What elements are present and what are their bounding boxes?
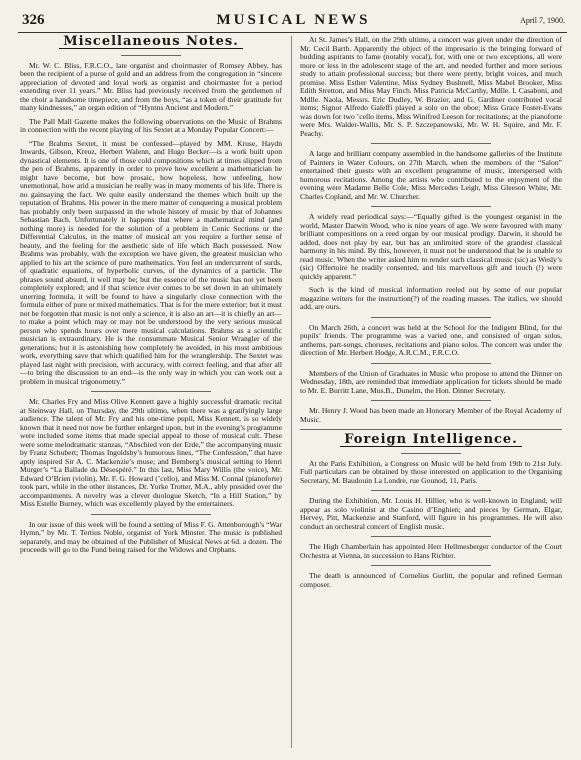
paragraph: A large and brilliant company assembled in the handsome galleries of the Institute of Painters in Water Colours, on 27th March, when the members of the “Salon” entertained their guests with an excellent programme of music, interspersed with humorous recitations. Among the artists who contributed to the enjoyment of the evening were Madame Belle Cole, Miss Mercedes Leigh, Miss Gleeson White, Mr. Charles Copland, and Mr. W. Churcher.	[300, 149, 562, 201]
paragraph-rule	[91, 391, 211, 392]
paragraph: Mr. W. C. Bliss, F.R.C.O., late organist and choirmaster of Romsey Abbey, has been the recipient of a purse of gold and an address from the congregation in “sincere appreciation of devoted and loyal work as organist and choirmaster for a period extending over 11 years.” Mr. Bliss had previously received from the gentlemen of the choir a handsome timepiece, and from the boys, “as a token of their gratitude for many kindnesses,” an organ edition of “Hymns Ancient and Modern.”	[20, 60, 282, 112]
page-header	[18, 12, 569, 28]
heading-rule	[121, 55, 181, 56]
page-number: 326	[22, 12, 45, 28]
paragraph: A widely read periodical says:—“Equally gifted is the youngest organist in the world, Master Darwin Wood, who is nine years of age. We were favoured with many brilliant compositions on a reed organ by our musical prodigy. Darwin, it should be added, does not play by ear, but has an unlimited store of the grandest classical harmony in his mind. By this, however, it must not be understood that he is unable to read music. When the writer asked him to render such classical music (sic) as Wesly’s (sic) Offertoire he readily consented, and his marvellous gift and touch (!) were quickly apparent.”	[300, 212, 562, 281]
heading-rule	[401, 453, 461, 454]
paragraph: Members of the Union of Graduates in Music who propose to attend the Dinner on Wednesday, 18th, are reminded that immediate application for tickets should be made to Mr. E. Burritt Lane, Mus.B., Dunelm, the Hon. Dinner Secretary.	[300, 368, 562, 395]
right-column	[300, 36, 562, 594]
paragraph: Mr. Charles Fry and Miss Olive Kennett gave a highly successful dramatic recital at Steinway Hall, on Thursday, the 29th ultimo, when there was a gratifyingly large audience. The talent of Mr. Fry and his one-time pupil, Miss Kennett, is so widely known that it need not now be further enlarged upon, but in the evening’s programme were included some items that made special appeal to those of musical cult. These were some melodramatic stanzas, “Abschied von der Erde,” the accompanying music by Franz Schubert; Thomas Ingoldsby’s humorous lines, “The Confession,” that have aptly inspired Sir A. C. Mackenzie’s muse; and Bemberg’s musical setting to Henri Murger’s “La Ballade du Désespéré.” In this last, Miss Mary Willis (the voice), Mr. Edward O’Brien (violin), Mr. F. G. Howard (’cello), and Miss M. Connal (pianoforte) took part, while in the other instances, Dr. Yorke Trotter, M.A., ably presided over the accompaniments. A novelty was a clever duologue Sketch, “In a Hill Station,” by Miss Estelle Burney, which was excellently played by the entertainers.	[20, 397, 282, 508]
paragraph: On March 26th, a concert was held at the School for the Indigent Blind, for the pupils’ friends. The programme was a varied one, and consisted of organ solos, anthems, part-songs, choruses, recitations and piano solos. The concert was under the direction of Mr. Herbert Hodge, A.R.C.M., F.R.C.O.	[300, 322, 562, 357]
header-rule	[18, 32, 567, 33]
journal-title: MUSICAL NEWS	[216, 12, 371, 28]
paragraph: Mr. Henry J. Wood has been made an Honorary Member of the Royal Academy of Music.	[300, 406, 562, 424]
paragraph: At St. James’s Hall, on the 29th ultimo, a concert was given under the direction of Mr. Cecil Barth. Apparently the object of the impresario is the bringing forward of budding aspirants to fame (notably vocal), for, with one or two exceptions, all were more or less in the adolescent stage of the art, and needed further and more serious study to attain professional success; but there were pretty, bright voices, and much promise. Miss Esther Valentine, Miss Sydney Bushnell, Miss Mabel Brooker, Miss Edith Stretton, and Miss May Finch. Miss Patricia McCarthy, Mdlle. I. Casaboni, and Mdlle. Naola, Messrs. Eric Dudley, W. Brazier, and G. Gardiner contributed vocal items; Signor Alfredo Galeffi played a solo on the oboe; Miss Grace Foster-Evans was down for two ’cello items, Miss Winifred Leeson for recitations; at the pianoforte were Mrs. Walder-Wallis, Mr. S. P. Szczepanowski, Mr. W. H. Squire, and Mr. F. Peachy.	[300, 35, 562, 138]
paragraph-rule	[371, 317, 491, 318]
section-heading-miscellaneous: Miscellaneous Notes.	[20, 38, 282, 49]
paragraph-rule	[371, 565, 491, 566]
paragraph: During the Exhibition, Mr. Louis H. Hillier, who is well-known in England, will appear as solo violinist at the Casino d’Enghien; and pieces by German, Elgar, Hervey, Pitt, Mackenzie and Stanford, will figure in his programmes. He will also conduct an orchestral concert of English music.	[300, 496, 562, 531]
left-column	[20, 36, 282, 560]
paragraph-rule	[371, 206, 491, 207]
paragraph-rule	[91, 514, 211, 515]
paragraph: “The Brahms Sextet, it must be confessed—played by MM. Kruse, Haydn Inwards, Gibson, Kreuz, Herbert Walenn, and Hugo Becker—is a work built upon dynastical elements. It is one of those cold compositions which at times slipped from the pen of Brahms, apparently in order to prove how excellent a mathematician he might have become, but how prosaic, how hopeless, how unfeeling, how unemotional, how arid a musician he really was in many moments of his life. There is no gainsaying the fact. We quite easily understand the themes which built up the reputation of Brahms. His power in the mere matter of conquering a musical problem has probably only been surpassed in the whole history of music by that of Johannes Sebastian Bach. Unfortunately it happens that where a mathematical mind (and nothing more) is needed for the solution of a problem in Conic Sections or the Differential Calculus, in the matter of musical art you require a further sense of beauty, and the feeling for the aesthetic side of life which Bach possessed. Now Brahms was probably, with the exception we have given, the greatest musician who applied to his art the science of pure mathematics. You feel an undercurrent of surds, of quadratic equations, of hyperbolic curves, of the dynamics of a particle. The phrases sound absurd, it well may be; but the essence of the music has not yet been completely explored; and if that science ever comes to be set down in an ultimately unerring formula, it will be found to have a singularly close connection with the formula either of pure or mixed mathematics. That is for the mere exterior; but it must not be forgotten that music is not only a science, it is also an art—it is chiefly an art—to make a point which may or may not be understood by the very serious musical person who spends hours over mere musical calculations. Brahms as a scientific musician is extraordinary. He is the consummate Musical Senior Wrangler of the generations; but it is astonishing how completely he avoided, in his most ambitious work, everything save that which qualified him for the wranglership. The Sextet was played last night with precision, with accuracy, with correct feeling, and that after all—to bring the discussion to an end—is the only way in which you can work out a problem in musical trigonometry.”	[20, 138, 282, 386]
paragraph-rule	[371, 143, 491, 144]
paragraph-rule	[371, 363, 491, 364]
issue-date: April 7, 1900.	[520, 16, 565, 25]
paragraph: Such is the kind of musical information reeled out by some of our popular magazine writers for the instruction(?) of the reading masses. The italics, we should add, are ours.	[300, 285, 562, 311]
paragraph-rule	[371, 400, 491, 401]
paragraph-rule	[371, 536, 491, 537]
paragraph: At the Paris Exhibition, a Congress on Music will be held from 19th to 21st July. Full particulars can be obtained by those interested on application to the Organising Secretary, M. Baudouin La Londre, rue Gounod, 11, Paris.	[300, 458, 562, 485]
paragraph-rule	[371, 490, 491, 491]
paragraph: The death is announced of Cornelius Gurlitt, the popular and refined German composer.	[300, 571, 562, 589]
section-heading-foreign: Foreign Intelligence.	[300, 436, 562, 447]
column-divider	[291, 36, 292, 748]
paragraph: The Pall Mall Gazette makes the following observations on the Music of Brahms in connection with the recent playing of his Sextet at a Monday Popular Concert:—	[20, 116, 282, 134]
section-rule	[300, 429, 562, 430]
paragraph: In our issue of this week will be found a setting of Miss F. G. Attenborough’s “War Hymn,” by Mr. T. Tertius Noble, organist of York Minster. The music is published separately, and may be obtained of the Publisher of Musical News at 6d. a dozen. The proceeds will go to the Fund being raised for the Widows and Orphans.	[20, 519, 282, 554]
paragraph: The High Chamberlain has appointed Herr Hellmesberger conductor of the Court Orchestra at Vienna, in succession to Hans Richter.	[300, 542, 562, 560]
